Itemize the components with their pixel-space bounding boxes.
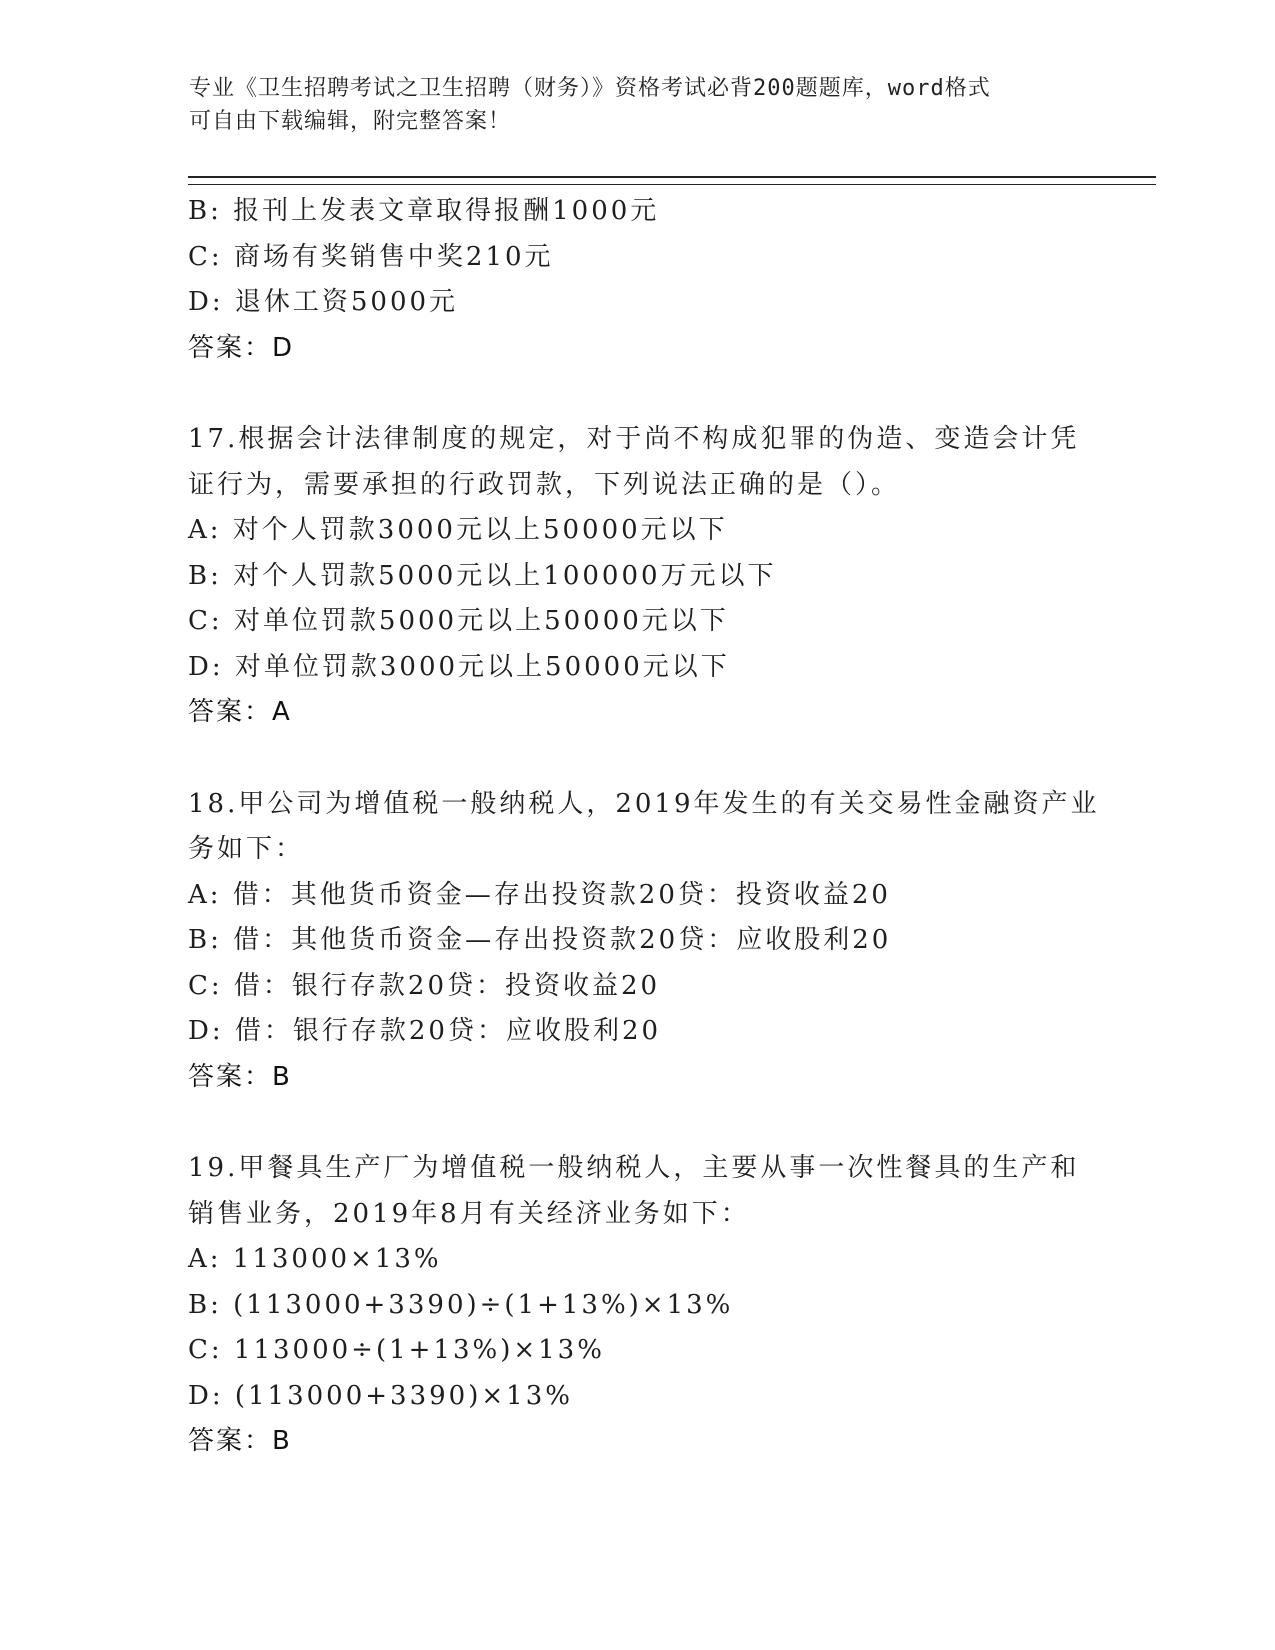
option-d: D: 借：银行存款20贷：应收股利20 [188,1016,662,1046]
option-d: D: (113000+3390)×13% [188,1380,573,1411]
option-a: A: 对个人罚款3000元以上50000元以下 [188,515,728,545]
option-b: B: (113000+3390)÷(1+13%)×13% [188,1289,734,1320]
header-line-2: 可自由下载编辑，附完整答案！ [189,109,512,134]
option-c: C: 113000÷(1+13%)×13% [188,1335,605,1365]
answer-line: 答案：B [188,1426,292,1456]
option-a: A: 113000×13% [188,1244,442,1274]
option-d: D: 退休工资5000元 [188,287,459,317]
question-text-line: 19.甲餐具生产厂为增值税一般纳税人，主要从事一次性餐具的生产和 [188,1153,1080,1183]
question-16-continued [188,189,1088,371]
header-divider [188,176,1156,185]
answer-line: 答案：B [188,1061,292,1092]
document-header [189,72,1089,138]
option-b: B: 借：其他货币资金—存出投资款20贷：应收股利20 [188,925,892,955]
option-a: A: 借：其他货币资金—存出投资款20贷：投资收益20 [188,879,891,910]
header-line-1: 专业《卫生招聘考试之卫生招聘（财务）》资格考试必背200题题库，word格式 [189,76,991,101]
question-17 [188,417,1088,736]
option-b: B: 报刊上发表文章取得报酬1000元 [188,196,660,226]
option-c: C: 对单位罚款5000元以上50000元以下 [188,606,729,636]
option-c: C: 借：银行存款20贷：投资收益20 [188,970,661,1001]
question-19 [188,1146,1088,1465]
question-18 [188,782,1100,1101]
question-text-line: 证行为，需要承担的行政罚款，下列说法正确的是（）。 [188,469,901,500]
answer-line: 答案：A [188,697,292,727]
document-body [188,189,1100,1465]
option-c: C: 商场有奖销售中奖210元 [188,241,554,272]
question-text-line: 销售业务，2019年8月有关经济业务如下： [188,1198,750,1229]
question-text-line: 17.根据会计法律制度的规定，对于尚不构成犯罪的伪造、变造会计凭 [188,424,1080,454]
question-text-line: 18.甲公司为增值税一般纳税人，2019年发生的有关交易性金融资产业 [188,788,1100,819]
question-text-line: 务如下： [188,834,305,864]
option-d: D: 对单位罚款3000元以上50000元以下 [188,651,730,682]
answer-line: 答案：D [188,332,295,363]
option-b: B: 对个人罚款5000元以上100000万元以下 [188,560,777,591]
